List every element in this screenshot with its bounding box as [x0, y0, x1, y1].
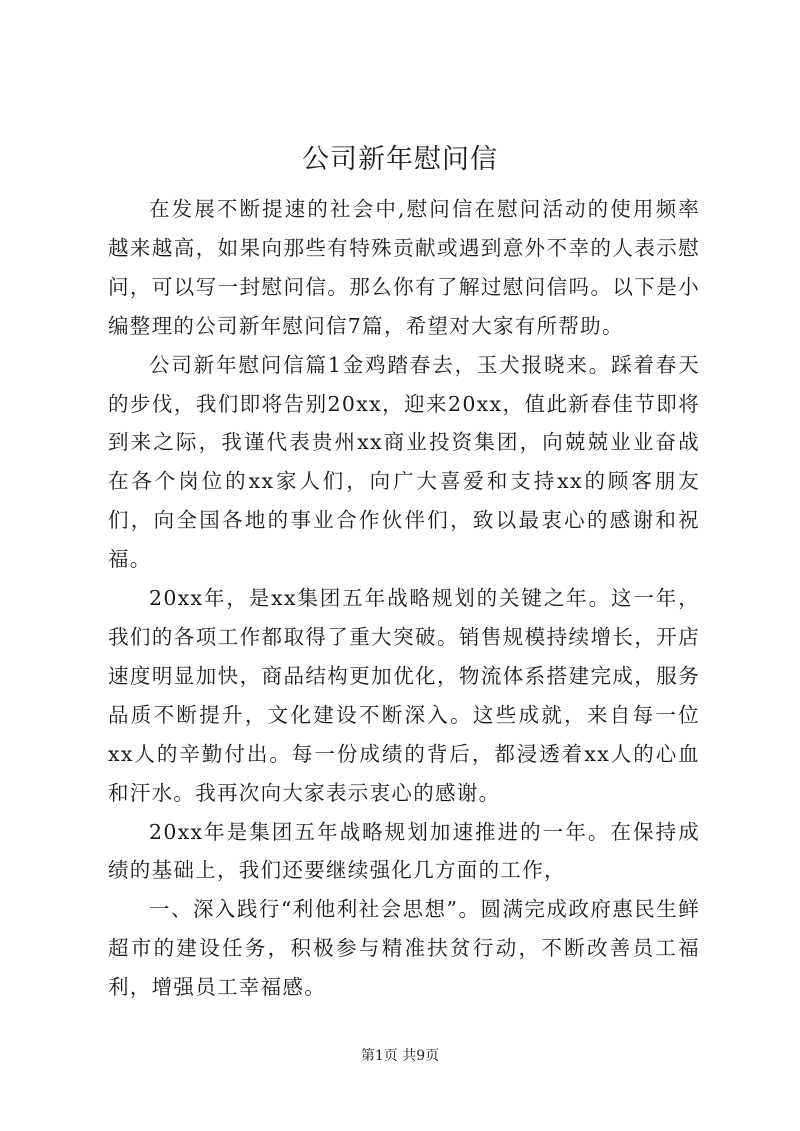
page-number-footer: 第1页 共9页: [360, 1048, 440, 1064]
paragraph: 一、深入践行“利他利社会思想”。圆满完成政府惠民生鲜超市的建设任务，积极参与精准扶贫行动，不断改善员工福利，增强员工幸福感。: [108, 897, 700, 1000]
paragraph: 20xx年，是xx集团五年战略规划的关键之年。这一年，我们的各项工作都取得了重大突破。销售规模持续增长，开店速度明显加快，商品结构更加优化，物流体系搭建完成，服务品质不断提升，文化建设不断深入。这些成就，来自每一位xx人的辛勤付出。每一份成绩的背后，都浸透着xx人的心血和汗水。我再次向大家表示衷心的感谢。: [108, 586, 700, 805]
document-body: [108, 190, 700, 1007]
paragraph: 20xx年是集团五年战略规划加速推进的一年。在保持成绩的基础上，我们还要继续强化几方面的工作，: [108, 819, 700, 883]
paragraph: 在发展不断提速的社会中,慰问信在慰问活动的使用频率越来越高，如果向那些有特殊贡献或遇到意外不幸的人表示慰问，可以写一封慰问信。那么你有了解过慰问信吗。以下是小编整理的公司新年慰问信7篇，希望对大家有所帮助。: [108, 197, 700, 338]
document-title: 公司新年慰问信: [302, 144, 498, 175]
paragraph: 公司新年慰问信篇1金鸡踏春去，玉犬报晓来。踩着春天的步伐，我们即将告别20xx，迎来20xx，值此新春佳节即将到来之际，我谨代表贵州xx商业投资集团，向兢兢业业奋战在各个岗位的xx家人们，向广大喜爱和支持xx的顾客朋友们，向全国各地的事业合作伙伴们，致以最衷心的感谢和祝福。: [108, 352, 700, 572]
